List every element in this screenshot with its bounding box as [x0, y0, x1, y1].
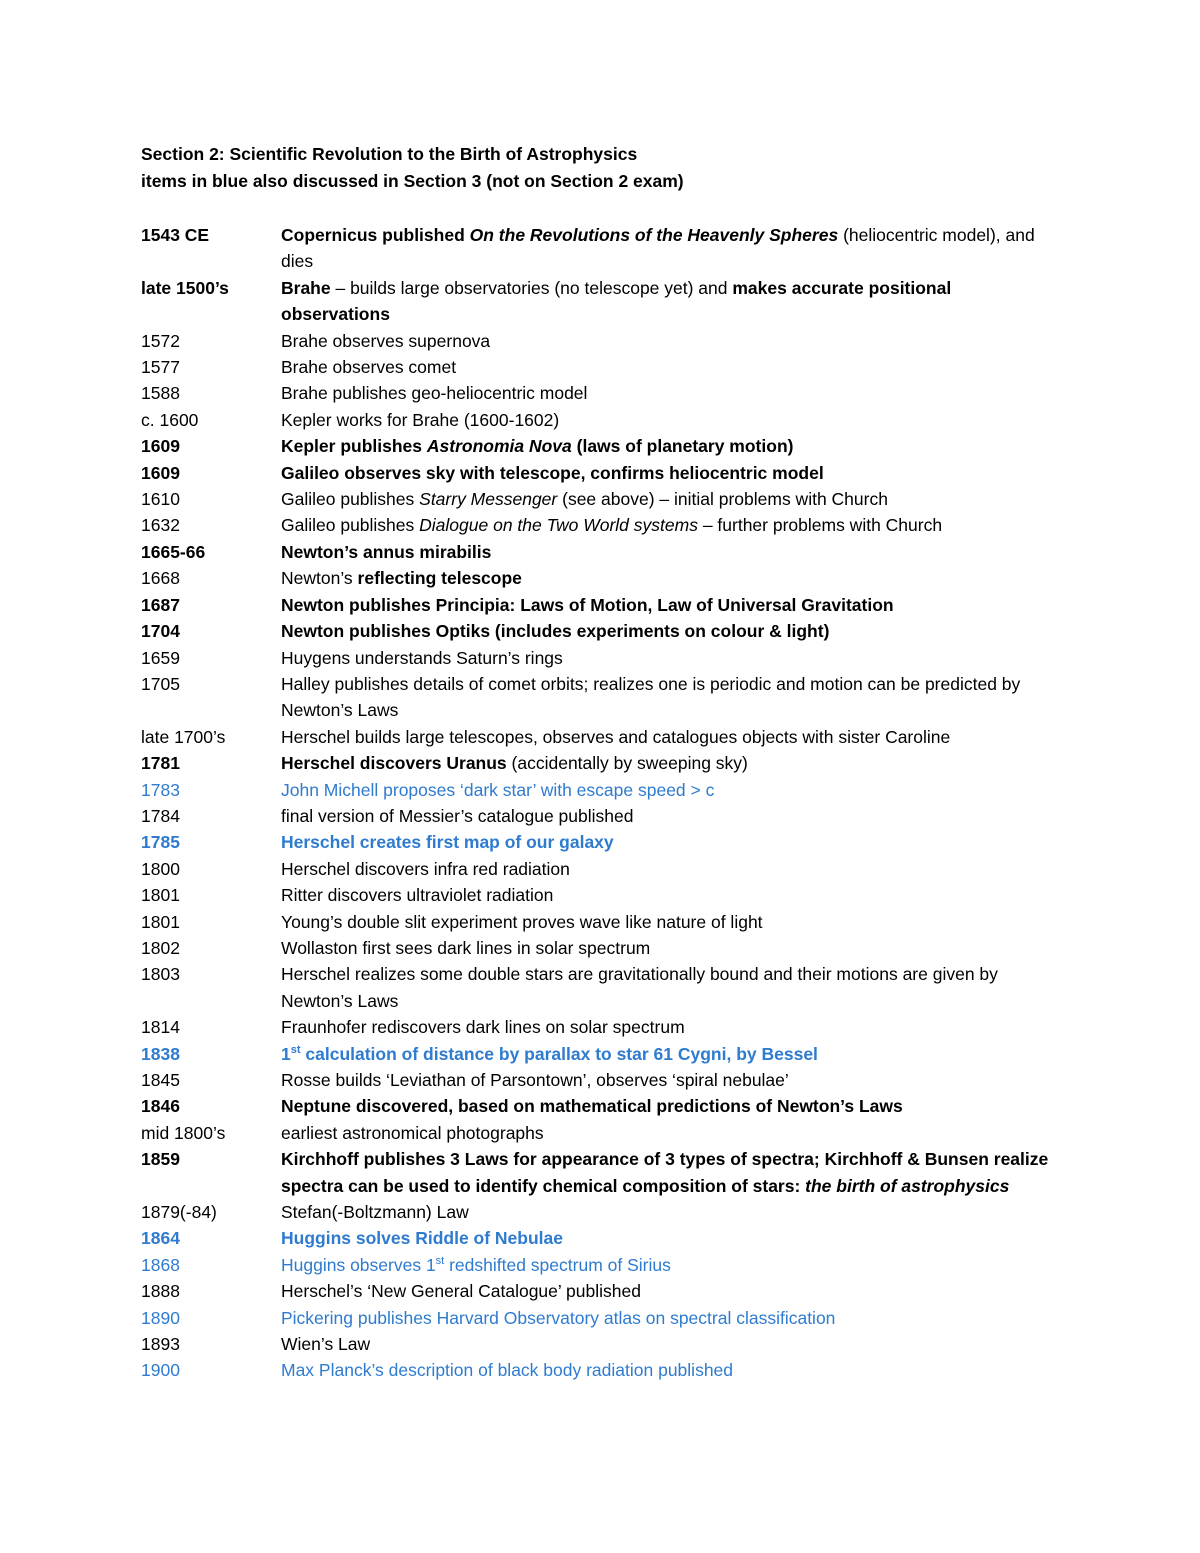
- timeline-row: [141, 328, 1061, 354]
- timeline-date: 1668: [141, 568, 180, 589]
- timeline-event: [281, 512, 1061, 538]
- event-text-segment: and dies: [281, 225, 1035, 272]
- timeline-date: late 1500’s: [141, 277, 229, 298]
- timeline-row: [141, 1331, 1061, 1357]
- timeline-event: [281, 380, 1061, 406]
- timeline-date: 1609: [141, 436, 180, 457]
- timeline-event: [281, 1093, 1061, 1119]
- event-text-segment: Ritter discovers ultraviolet radiation: [281, 885, 554, 906]
- event-text-segment: calculation of distance by parallax to star 61 Cygni, by Bessel: [300, 1043, 818, 1064]
- timeline-date: 1864: [141, 1228, 180, 1249]
- section-subtitle: items in blue also discussed in Section 3 (not on Section 2 exam): [141, 171, 684, 191]
- event-text-segment: st: [435, 1255, 445, 1268]
- timeline-row: [141, 1252, 1061, 1278]
- event-text-segment: st: [290, 1043, 301, 1056]
- timeline-event: [281, 1041, 1061, 1067]
- timeline-event: [281, 909, 1061, 935]
- timeline-row: [141, 909, 1061, 935]
- timeline-event: [281, 1225, 1061, 1251]
- timeline-date: 1704: [141, 621, 180, 642]
- timeline-row: [141, 222, 1061, 275]
- timeline-date: 1814: [141, 1017, 180, 1038]
- event-text-segment: redshifted spectrum of Sirius: [444, 1254, 671, 1275]
- event-text-segment: Newton publishes Principia: Laws of Motion, Law of Universal Gravitation: [281, 594, 894, 615]
- timeline-date: 1868: [141, 1254, 180, 1275]
- timeline-event: [281, 592, 1061, 618]
- timeline-date: 1610: [141, 489, 180, 510]
- timeline-event: [281, 407, 1061, 433]
- timeline-row: [141, 354, 1061, 380]
- timeline-date: 1838: [141, 1043, 180, 1064]
- timeline-date: 1893: [141, 1334, 180, 1355]
- event-text-segment: Newton publishes Optiks (includes experiments on colour & light): [281, 621, 830, 642]
- timeline-date: 1800: [141, 858, 180, 879]
- timeline-event: [281, 1146, 1061, 1199]
- timeline-date: 1543 CE: [141, 225, 210, 245]
- timeline-date: 1609: [141, 462, 180, 483]
- document-page: [141, 141, 1061, 1384]
- event-text-segment: Dialogue on the Two World systems: [419, 515, 698, 536]
- timeline-event: [281, 777, 1061, 803]
- timeline-row: [141, 565, 1061, 591]
- timeline-event: [281, 328, 1061, 354]
- timeline-list: [141, 222, 1061, 1384]
- timeline-date: 1890: [141, 1307, 180, 1328]
- timeline-date: 1577: [141, 357, 180, 378]
- timeline-row: [141, 1014, 1061, 1040]
- timeline-row: [141, 724, 1061, 750]
- timeline-date: 1687: [141, 594, 180, 615]
- timeline-event: [281, 645, 1061, 671]
- event-text-segment: Galileo publishes: [281, 489, 420, 510]
- timeline-row: [141, 539, 1061, 565]
- timeline-event: [281, 222, 1061, 275]
- event-text-segment: (see above) – initial problems with Church: [557, 489, 888, 510]
- event-text-segment: Neptune discovered, based on mathematical predictions of Newton’s Laws: [281, 1096, 903, 1117]
- timeline-date: c. 1600: [141, 409, 199, 430]
- timeline-date: 1900: [141, 1360, 180, 1381]
- timeline-row: [141, 1041, 1061, 1067]
- event-text-segment: Herschel creates first map of our galaxy: [281, 832, 614, 853]
- timeline-row: [141, 1067, 1061, 1093]
- timeline-row: [141, 592, 1061, 618]
- timeline-date: 1784: [141, 805, 180, 826]
- section-title: Section 2: Scientific Revolution to the Birth of Astrophysics: [141, 144, 638, 164]
- timeline-row: [141, 1305, 1061, 1331]
- timeline-date: 1879(-84): [141, 1202, 217, 1223]
- timeline-event: [281, 856, 1061, 882]
- timeline-row: [141, 433, 1061, 459]
- event-text-segment: Herschel discovers infra red radiation: [281, 858, 570, 879]
- timeline-row: [141, 750, 1061, 776]
- timeline-event: [281, 1067, 1061, 1093]
- event-text-segment: makes accurate positional observations: [281, 277, 952, 325]
- event-text-segment: Stefan(-Boltzmann) Law: [281, 1202, 469, 1223]
- timeline-date: 1888: [141, 1281, 180, 1302]
- event-text-segment: Brahe publishes geo-heliocentric model: [281, 383, 588, 404]
- event-text-segment: (heliocentric: [838, 225, 938, 245]
- timeline-event: [281, 882, 1061, 908]
- timeline-row: [141, 618, 1061, 644]
- timeline-date: 1665-66: [141, 541, 206, 562]
- event-text-segment: (laws of planetary motion): [571, 436, 794, 457]
- event-text-segment: John Michell proposes ‘dark star’ with escape speed > c: [281, 779, 715, 800]
- timeline-row: [141, 803, 1061, 829]
- timeline-row: [141, 645, 1061, 671]
- timeline-date: late 1700’s: [141, 726, 226, 747]
- timeline-event: [281, 1357, 1061, 1383]
- event-text-segment: Young’s double slit experiment proves wave like nature of light: [281, 911, 763, 932]
- timeline-event: [281, 618, 1061, 644]
- timeline-row: [141, 1357, 1061, 1383]
- timeline-row: [141, 512, 1061, 538]
- event-text-segment: Fraunhofer rediscovers dark lines on solar spectrum: [281, 1017, 685, 1038]
- timeline-event: [281, 539, 1061, 565]
- timeline-date: mid 1800’s: [141, 1122, 226, 1143]
- timeline-row: [141, 1278, 1061, 1304]
- event-text-segment: (accidentally by sweeping sky): [511, 753, 748, 774]
- event-text-segment: Pickering publishes Harvard Observatory atlas on spectral classification: [281, 1307, 836, 1328]
- timeline-date: 1845: [141, 1070, 180, 1090]
- event-text-segment: Wien’s Law: [281, 1334, 371, 1355]
- timeline-date: 1846: [141, 1096, 180, 1117]
- timeline-event: [281, 1278, 1061, 1304]
- event-text-segment: model),: [937, 225, 1001, 245]
- timeline-row: [141, 1093, 1061, 1119]
- timeline-date: 1859: [141, 1149, 180, 1170]
- event-text-segment: – further problems with Church: [697, 515, 943, 536]
- event-text-segment: Brahe observes supernova: [281, 330, 491, 351]
- event-text-segment: Astronomia Nova: [426, 436, 572, 457]
- event-text-segment: the birth of astrophysics: [805, 1175, 1010, 1196]
- timeline-event: [281, 1305, 1061, 1331]
- timeline-event: [281, 829, 1061, 855]
- timeline-event: [281, 1331, 1061, 1357]
- event-text-segment: earliest astronomical photographs: [281, 1122, 544, 1143]
- event-text-segment: Kepler publishes: [281, 436, 427, 457]
- timeline-row: [141, 275, 1061, 328]
- timeline-date: 1659: [141, 647, 180, 668]
- event-text-segment: final version of Messier’s catalogue published: [281, 805, 634, 826]
- event-text-segment: – builds large observatories (no telescope yet) and: [330, 277, 733, 298]
- timeline-date: 1801: [141, 911, 180, 932]
- event-text-segment: Galileo publishes: [281, 515, 420, 536]
- event-text-segment: Brahe observes comet: [281, 357, 457, 378]
- timeline-row: [141, 1146, 1061, 1199]
- event-text-segment: Huggins observes 1: [281, 1254, 436, 1275]
- timeline-date: 1572: [141, 330, 180, 351]
- timeline-event: [281, 1252, 1061, 1278]
- event-text-segment: Rosse builds ‘Leviathan of Parsontown’, observes ‘spiral nebulae’: [281, 1070, 789, 1090]
- timeline-date: 1588: [141, 383, 180, 404]
- timeline-row: [141, 407, 1061, 433]
- timeline-row: [141, 829, 1061, 855]
- timeline-row: [141, 1120, 1061, 1146]
- timeline-date: 1705: [141, 673, 180, 694]
- event-text-segment: Huygens understands Saturn’s rings: [281, 647, 563, 668]
- timeline-row: [141, 935, 1061, 961]
- event-text-segment: Herschel’s ‘New General Catalogue’ published: [281, 1281, 641, 1302]
- event-text-segment: Copernicus published: [281, 225, 470, 245]
- timeline-event: [281, 724, 1061, 750]
- timeline-date: 1783: [141, 779, 180, 800]
- timeline-date: 1803: [141, 964, 180, 985]
- timeline-event: [281, 275, 1061, 328]
- timeline-row: [141, 856, 1061, 882]
- timeline-event: [281, 433, 1061, 459]
- timeline-event: [281, 1120, 1061, 1146]
- event-text-segment: Herschel discovers Uranus: [281, 753, 512, 774]
- event-text-segment: Huggins solves Riddle of Nebulae: [281, 1228, 563, 1249]
- timeline-event: [281, 460, 1061, 486]
- timeline-row: [141, 460, 1061, 486]
- event-text-segment: Herschel builds large telescopes, observes and catalogues objects with sister Caroline: [281, 726, 951, 747]
- timeline-date: 1781: [141, 753, 180, 774]
- timeline-event: [281, 935, 1061, 961]
- event-text-segment: 1: [281, 1043, 291, 1064]
- timeline-row: [141, 671, 1061, 724]
- event-text-segment: Herschel realizes some double stars are gravitationally bound and their motions are given by Newton’s Laws: [281, 964, 998, 1011]
- event-text-segment: Starry Messenger: [419, 489, 558, 510]
- timeline-row: [141, 1225, 1061, 1251]
- timeline-row: [141, 777, 1061, 803]
- timeline-event: [281, 1199, 1061, 1225]
- event-text-segment: Brahe: [281, 277, 331, 298]
- event-text-segment: reflecting telescope: [357, 568, 522, 589]
- event-text-segment: Max Planck’s description of black body radiation published: [281, 1360, 734, 1381]
- event-text-segment: Wollaston first sees dark lines in solar spectrum: [281, 937, 651, 958]
- timeline-event: [281, 803, 1061, 829]
- spacer: [141, 195, 1061, 222]
- event-text-segment: Newton’s: [281, 568, 358, 589]
- timeline-event: [281, 354, 1061, 380]
- timeline-event: [281, 486, 1061, 512]
- event-text-segment: On the Revolutions of the Heavenly Spheres: [469, 225, 839, 245]
- event-text-segment: Galileo observes sky with telescope, confirms heliocentric model: [281, 462, 824, 483]
- timeline-row: [141, 1199, 1061, 1225]
- event-text-segment: Halley publishes details of comet orbits; realizes one is periodic and motion can be predicted by Newton’s Laws: [281, 673, 1021, 721]
- timeline-date: 1802: [141, 937, 180, 958]
- event-text-segment: Newton’s annus mirabilis: [281, 541, 492, 562]
- timeline-event: [281, 750, 1061, 776]
- timeline-row: [141, 380, 1061, 406]
- timeline-date: 1785: [141, 832, 180, 853]
- timeline-event: [281, 961, 1061, 1014]
- timeline-event: [281, 1014, 1061, 1040]
- timeline-date: 1632: [141, 515, 180, 536]
- event-text-segment: Kirchhoff publishes 3 Laws for appearance of 3 types of spectra; Kirchhoff & Bunsen realize spectra can be used to identify chemical composition of stars:: [281, 1149, 1049, 1196]
- timeline-event: [281, 565, 1061, 591]
- timeline-date: 1801: [141, 885, 180, 906]
- timeline-row: [141, 486, 1061, 512]
- timeline-event: [281, 671, 1061, 724]
- event-text-segment: Kepler works for Brahe (1600-1602): [281, 409, 560, 430]
- timeline-row: [141, 882, 1061, 908]
- timeline-row: [141, 961, 1061, 1014]
